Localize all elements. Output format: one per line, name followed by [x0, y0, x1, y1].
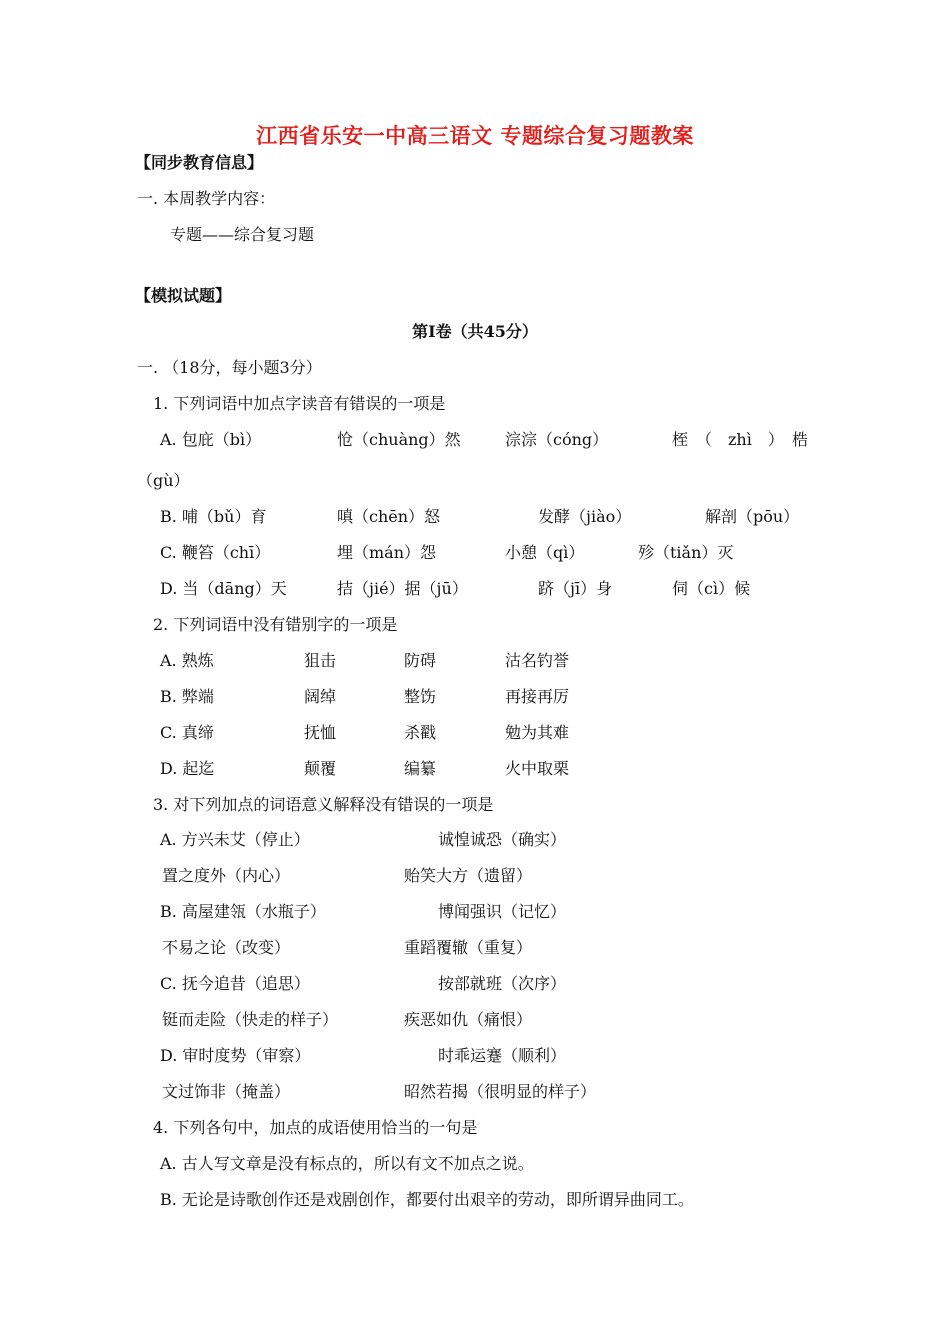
q2-option-c-2: 抚恤 [304, 723, 337, 742]
q3-row-d2-left: 文过饰非（掩盖） [162, 1082, 291, 1101]
q1-option-c-3: 小憩（qì） [505, 543, 585, 562]
q2-option-a-4: 沽名钓誉 [505, 651, 570, 670]
doc-title: 江西省乐安一中高三语文 专题综合复习题教案 [256, 123, 694, 148]
q3-row-a2-left: 置之度外（内心） [162, 866, 291, 885]
q1-option-c-1: C. 鞭笞（chī） [160, 543, 271, 562]
question-4-stem: 4. 下列各句中，加点的成语使用恰当的一句是 [153, 1118, 478, 1137]
q1-option-a-3: 淙淙（cóng） [505, 430, 609, 449]
q1-option-b-1: B. 哺（bǔ）育 [160, 507, 267, 526]
q3-row-c1-left: C. 抚今追昔（追思） [160, 974, 310, 993]
q1-option-d-1: D. 当（dāng）天 [160, 579, 287, 598]
q2-option-d-4: 火中取栗 [505, 759, 570, 778]
q2-option-d-1: D. 起迄 [160, 759, 215, 778]
q3-row-b2-right: 重蹈覆辙（重复） [404, 938, 533, 957]
q4-option-a: A. 古人写文章是没有标点的，所以有文不加点之说。 [160, 1154, 534, 1173]
q1-option-a-4: 桎 （ zhì ） 梏 [672, 430, 808, 449]
section-mock-test: 【模拟试题】 [135, 286, 232, 305]
week-content-heading: 一. 本周教学内容： [137, 189, 276, 208]
q2-option-c-1: C. 真缔 [160, 723, 214, 742]
volume-heading: 第Ⅰ卷（共45分） [412, 322, 538, 341]
question-3-stem: 3. 对下列加点的词语意义解释没有错误的一项是 [153, 795, 494, 814]
q1-option-c-4: 殄（tiǎn）灭 [638, 543, 734, 562]
q2-option-d-2: 颠覆 [304, 759, 337, 778]
q2-option-a-3: 防碍 [404, 651, 437, 670]
q3-row-c2-left: 铤而走险（快走的样子） [162, 1010, 339, 1029]
q3-row-c1-right: 按部就班（次序） [438, 974, 567, 993]
q2-option-b-3: 整饬 [404, 687, 437, 706]
q3-row-d2-right: 昭然若揭（很明显的样子） [404, 1082, 597, 1101]
q1-option-d-2: 拮（jié）据（jū） [337, 579, 468, 598]
q1-option-a-2: 怆（chuàng）然 [337, 430, 461, 449]
question-1-stem: 1. 下列词语中加点字读音有错误的一项是 [153, 394, 446, 413]
q2-option-a-1: A. 熟炼 [160, 651, 214, 670]
q2-option-b-2: 阔绰 [304, 687, 337, 706]
q1-option-d-3: 跻（jī）身 [538, 579, 613, 598]
q2-option-a-2: 狙击 [304, 651, 337, 670]
q2-option-c-4: 勉为其难 [505, 723, 570, 742]
q3-row-d1-right: 时乖运蹇（顺利） [438, 1046, 567, 1065]
q3-row-b1-right: 博闻强识（记忆） [438, 902, 567, 921]
q1-option-b-4: 解剖（pōu） [705, 507, 800, 526]
section-sync-info: 【同步教育信息】 [135, 153, 264, 172]
q4-option-b: B. 无论是诗歌创作还是戏剧创作，都要付出艰辛的劳动，即所谓异曲同工。 [160, 1190, 694, 1209]
q3-row-c2-right: 疾恶如仇（痛恨） [404, 1010, 533, 1029]
q1-option-b-2: 嗔（chēn）怒 [337, 507, 441, 526]
q3-row-b2-left: 不易之论（改变） [162, 938, 291, 957]
part-one-heading: 一. （18分，每小题3分） [137, 358, 322, 377]
q1-option-a-cont: （gù） [137, 471, 190, 490]
q3-row-a2-right: 贻笑大方（遗留） [404, 866, 533, 885]
q1-option-c-2: 埋（mán）怨 [337, 543, 437, 562]
q1-option-b-3: 发酵（jiào） [538, 507, 632, 526]
question-2-stem: 2. 下列词语中没有错别字的一项是 [153, 615, 398, 634]
q2-option-b-4: 再接再厉 [505, 687, 570, 706]
q3-row-a1-right: 诚惶诚恐（确实） [438, 830, 567, 849]
q1-option-d-4: 伺（cì）候 [672, 579, 751, 598]
q2-option-d-3: 编纂 [404, 759, 437, 778]
q1-option-a-1: A. 包庇（bì） [160, 430, 262, 449]
q3-row-d1-left: D. 审时度势（审察） [160, 1046, 311, 1065]
q3-row-b1-left: B. 高屋建瓴（水瓶子） [160, 902, 326, 921]
q2-option-b-1: B. 弊端 [160, 687, 214, 706]
q2-option-c-3: 杀戳 [404, 723, 437, 742]
topic-line: 专题——综合复习题 [170, 225, 315, 244]
q3-row-a1-left: A. 方兴未艾（停止） [160, 830, 310, 849]
